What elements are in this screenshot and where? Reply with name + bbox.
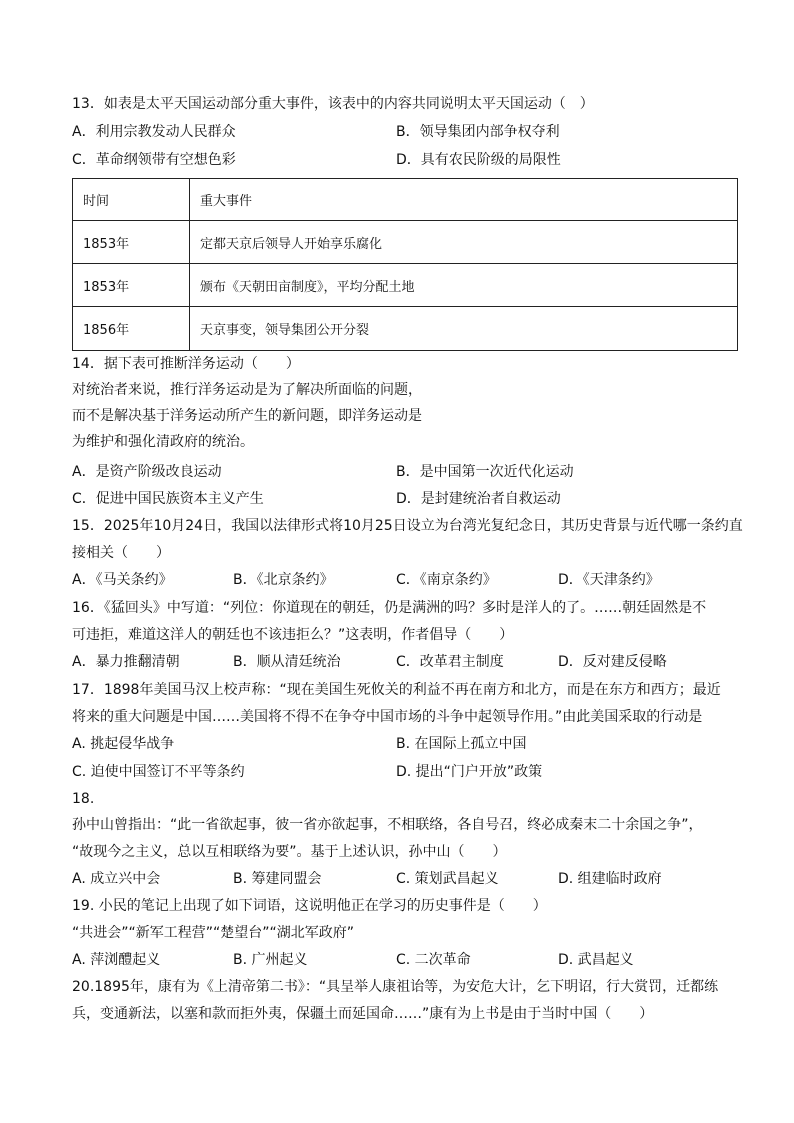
table-cell-event: 天京事变，领导集团公开分裂 [190, 307, 738, 351]
table-cell-year: 1853年 [73, 221, 190, 264]
question-18-stem-line-2: “故现今之主义，总以互相联络为要”。基于上述认识，孙中山（ ） [72, 844, 507, 860]
question-17-option-c: C. 迫使中国签订不平等条约 [72, 764, 245, 780]
question-18-option-c: C. 策划武昌起义 [396, 871, 499, 887]
question-15-stem-line-2: 接相关（ ） [72, 545, 170, 561]
question-19-option-b: B. 广州起义 [233, 952, 308, 968]
question-15-option-c: C．《南京条约》 [396, 572, 497, 588]
question-14-material-line-1: 对统治者来说，推行洋务运动是为了解决所面临的问题， [72, 382, 422, 398]
question-17-option-a: A. 挑起侵华战争 [72, 736, 175, 752]
table-cell-year: 1856年 [73, 307, 190, 351]
question-13-stem: 13．如表是太平天国运动部分重大事件，该表中的内容共同说明太平天国运动（ ） [72, 96, 594, 112]
question-19-stem: 19. 小民的笔记上出现了如下词语，这说明他正在学习的历史事件是（ ） [72, 898, 547, 914]
question-20-stem-line-2: 兵，变通新法，以塞和款而拒外夷，保疆土而延国命……”康有为上书是由于当时中国（ ） [72, 1006, 654, 1022]
table-header-row [73, 179, 738, 221]
taiping-events-table [72, 178, 738, 351]
question-14-material-line-2: 而不是解决基于洋务运动所产生的新问题，即洋务运动是 [72, 408, 422, 424]
question-15-option-d: D．《天津条约》 [558, 572, 660, 588]
question-18-option-d: D. 组建临时政府 [558, 871, 662, 887]
question-14-option-d: D．是封建统治者自救运动 [396, 491, 561, 507]
question-15-option-a: A．《马关条约》 [72, 572, 173, 588]
question-14-material-line-3: 为维护和强化清政府的统治。 [72, 434, 254, 450]
question-19-option-a: A. 萍浏醴起义 [72, 952, 161, 968]
table-cell-year: 1853年 [73, 264, 190, 307]
question-16-option-d: D．反对建反侵略 [558, 654, 667, 670]
table-header-time: 时间 [73, 179, 190, 221]
question-17-option-d: D. 提出“门户开放”政策 [396, 764, 543, 780]
question-17-stem-line-2: 将来的重大问题是中国……美国将不得不在争夺中国市场的斗争中起领导作用。”由此美国采取的行动是 [72, 709, 703, 725]
question-19-option-d: D. 武昌起义 [558, 952, 634, 968]
question-16-option-b: B．顺从清廷统治 [233, 654, 341, 670]
question-16-option-a: A．暴力推翻清朝 [72, 654, 180, 670]
question-19-terms: “共进会”“新军工程营”“楚望台”“湖北军政府” [72, 925, 355, 941]
table-cell-event: 定都天京后领导人开始享乐腐化 [190, 221, 738, 264]
question-15-stem-line-1: 15．2025年10月24日，我国以法律形式将10月25日设立为台湾光复纪念日，其历史背景与近代哪一条约直 [72, 518, 743, 534]
question-17-option-b: B. 在国际上孤立中国 [396, 736, 527, 752]
question-13-option-d: D．具有农民阶级的局限性 [396, 152, 561, 168]
question-16-option-c: C．改革君主制度 [396, 654, 504, 670]
question-14-stem: 14．据下表可推断洋务运动（ ） [72, 356, 300, 372]
table-row [73, 221, 738, 264]
question-18-option-b: B. 筹建同盟会 [233, 871, 322, 887]
question-16-stem-line-1: 16．《猛回头》中写道：“列位：你道现在的朝廷，仍是满洲的吗？多时是洋人的了。……朝廷固然是不 [72, 600, 707, 616]
question-13-option-c: C．革命纲领带有空想色彩 [72, 152, 236, 168]
question-15-option-b: B．《北京条约》 [233, 572, 334, 588]
question-20-stem-line-1: 20.1895年，康有为《上清帝第二书》：“具呈举人康祖诒等，为安危大计，乞下明诏，行大赏罚，迁都练 [72, 979, 719, 995]
question-13-option-b: B．领导集团内部争权夺利 [396, 124, 560, 140]
question-17-stem-line-1: 17．1898年美国马汉上校声称：“现在美国生死攸关的利益不再在南方和北方，而是在东方和西方；最近 [72, 682, 721, 698]
question-18-number: 18. [72, 791, 95, 807]
table-header-event: 重大事件 [190, 179, 738, 221]
question-14-option-a: A．是资产阶级改良运动 [72, 464, 222, 480]
table-row [73, 264, 738, 307]
question-19-option-c: C. 二次革命 [396, 952, 471, 968]
question-18-stem-line-1: 孙中山曾指出：“此一省欲起事，彼一省亦欲起事，不相联络，各自号召，终必成秦末二十余国之争”， [72, 817, 703, 833]
table-cell-event: 颁布《天朝田亩制度》，平均分配土地 [190, 264, 738, 307]
question-14-option-c: C．促进中国民族资本主义产生 [72, 491, 264, 507]
question-18-option-a: A. 成立兴中会 [72, 871, 161, 887]
table-row [73, 307, 738, 351]
question-13-option-a: A．利用宗教发动人民群众 [72, 124, 236, 140]
question-16-stem-line-2: 可违拒，难道这洋人的朝廷也不该违拒么？”这表明，作者倡导（ ） [72, 627, 514, 643]
question-14-option-b: B．是中国第一次近代化运动 [396, 464, 574, 480]
